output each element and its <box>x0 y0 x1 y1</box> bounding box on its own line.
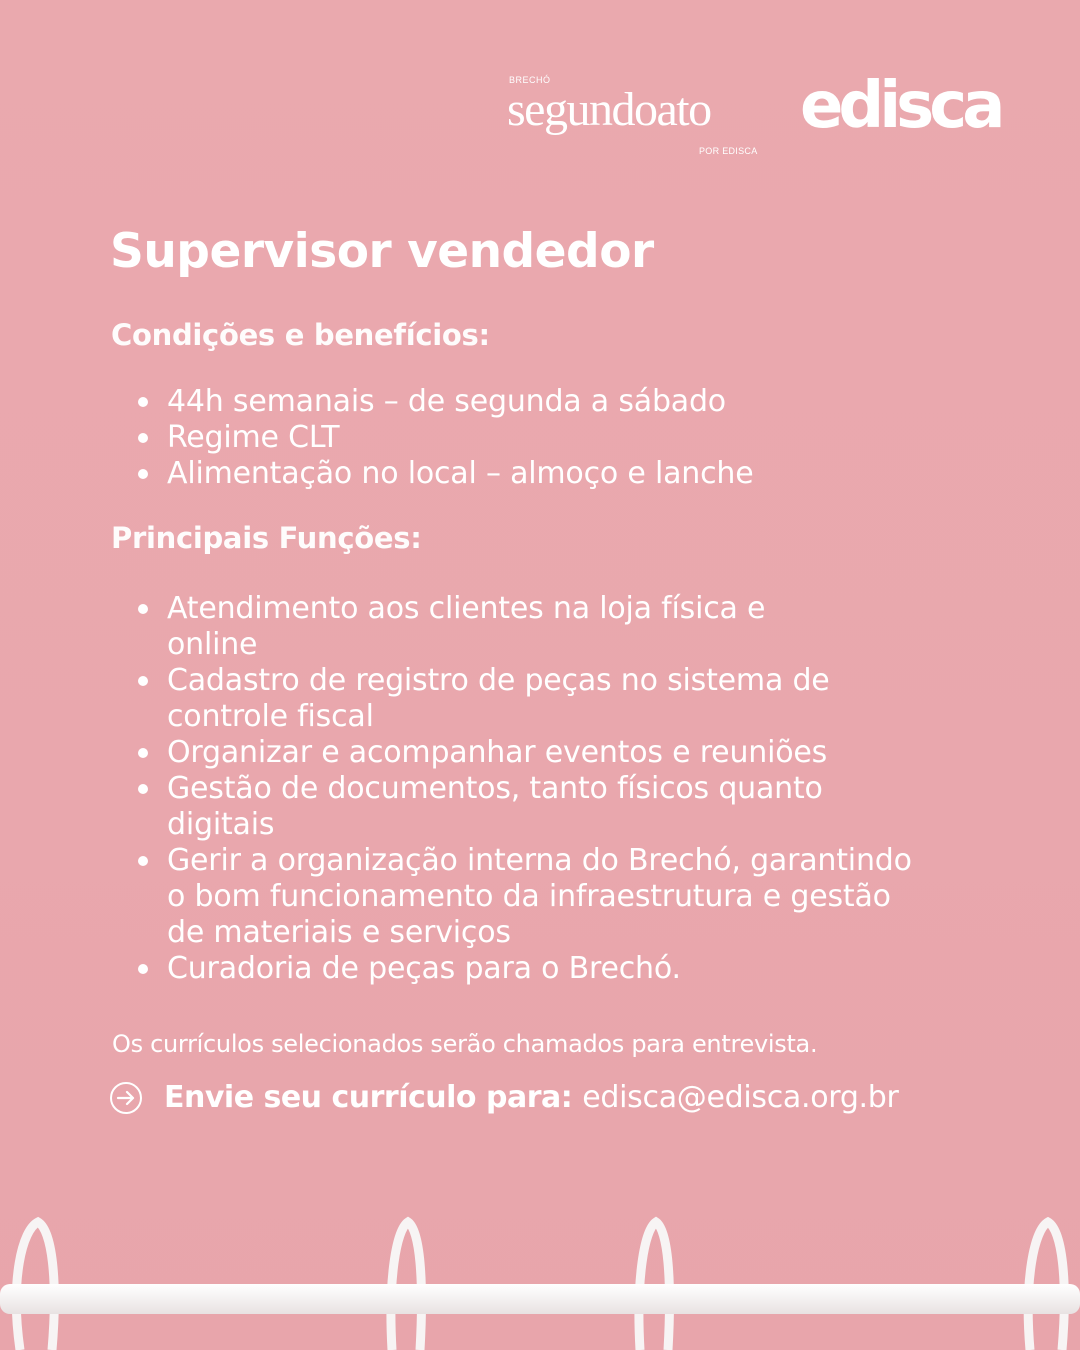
arrow-right-circle-icon <box>110 1082 142 1114</box>
header-logos <box>0 70 1080 170</box>
segundoato-logo-top: BRECHÓ <box>509 75 551 85</box>
selection-note: Os currículos selecionados serão chamados para entrevista. <box>112 1030 818 1058</box>
list-item: Alimentação no local – almoço e lanche <box>138 456 938 492</box>
page-title: Supervisor vendedor <box>110 224 654 279</box>
segundoato-logo-bottom: POR EDISCA <box>699 146 758 156</box>
send-cv-label: Envie seu currículo para: <box>164 1080 573 1115</box>
list-item: Organizar e acompanhar eventos e reuniões <box>138 735 938 771</box>
list-item: Regime CLT <box>138 420 938 456</box>
functions-heading: Principais Funções: <box>111 521 422 555</box>
conditions-heading: Condições e benefícios: <box>111 318 490 352</box>
email-link[interactable]: edisca@edisca.org.br <box>582 1080 899 1115</box>
list-item: Atendimento aos clientes na loja física e online <box>138 591 827 663</box>
list-item: Gerir a organização interna do Brechó, garantindo o bom funcionamento da infraestrutura e gestão de materiais e serviços <box>138 843 937 951</box>
list-item: Gestão de documentos, tanto físicos quanto digitais <box>138 771 897 843</box>
list-item: Curadoria de peças para o Brechó. <box>138 951 938 987</box>
functions-list <box>138 591 938 987</box>
edisca-logo: edisca <box>800 69 1001 143</box>
list-item: Cadastro de registro de peças no sistema de controle fiscal <box>138 663 907 735</box>
conditions-list <box>138 384 938 492</box>
clothes-rack-illustration <box>0 1200 1080 1350</box>
send-cv-row <box>110 1080 899 1115</box>
segundoato-logo-main: segundoato <box>507 83 711 136</box>
list-item: 44h semanais – de segunda a sábado <box>138 384 938 420</box>
